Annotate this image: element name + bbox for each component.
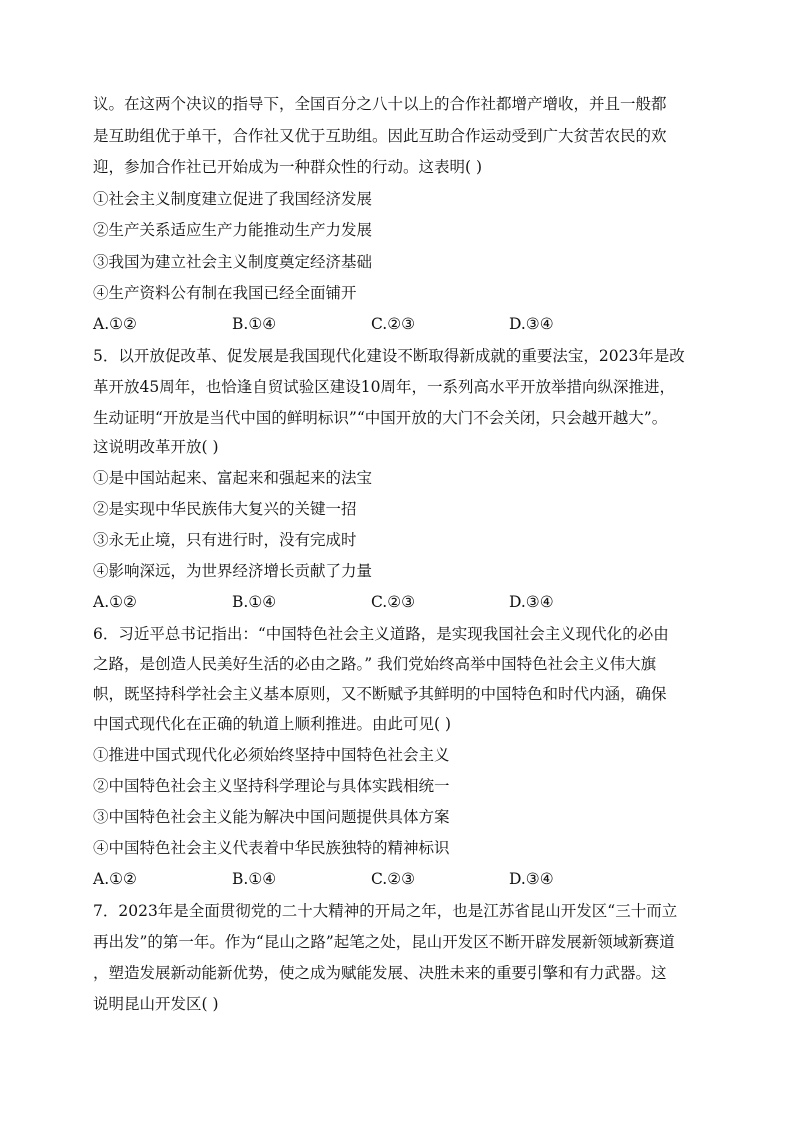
statement-2: ②是实现中华民族伟大复兴的关键一招 [93, 500, 357, 518]
statement-2: ②生产关系适应生产力能推动生产力发展 [93, 221, 373, 239]
statement-1: ①是中国站起来、富起来和强起来的法宝 [93, 469, 373, 487]
question-text-line: 是互助组优于单干，合作社又优于互助组。因此互助合作运动受到广大贫苦农民的欢 [93, 127, 667, 145]
statement-3: ③我国为建立社会主义制度奠定经济基础 [93, 253, 373, 271]
option-d: D.③④ [509, 870, 554, 888]
question-5-text-line: 这说明改革开放( ) [93, 438, 219, 456]
option-a: A.①② [93, 870, 137, 888]
option-a: A.①② [93, 315, 137, 333]
question-text-line: 迎，参加合作社已开始成为一种群众性的行动。这表明( ) [93, 158, 483, 176]
statement-3: ③永无止境，只有进行时，没有完成时 [93, 531, 357, 549]
option-b: B.①④ [232, 593, 277, 611]
statement-4: ④中国特色社会主义代表着中华民族独特的精神标识 [93, 839, 450, 857]
statement-4: ④影响深远，为世界经济增长贡献了力量 [93, 562, 373, 580]
question-7-text-line: 再出发”的第一年。作为“昆山之路”起笔之处，昆山开发区不断开辟发展新领域新赛道 [93, 933, 675, 951]
question-7-text-line: ，塑造发展新动能新优势，使之成为赋能发展、决胜未来的重要引擎和有力武器。这 [93, 964, 667, 982]
statement-3: ③中国特色社会主义能为解决中国问题提供具体方案 [93, 808, 450, 826]
option-b: B.①④ [232, 870, 277, 888]
option-d: D.③④ [509, 315, 554, 333]
question-6-text-line: 6．习近平总书记指出：“中国特色社会主义道路，是实现我国社会主义现代化的必由 [93, 625, 669, 643]
statement-4: ④生产资料公有制在我国已经全面铺开 [93, 284, 357, 302]
question-5-text-line: 5．以开放促改革、促发展是我国现代化建设不断取得新成就的重要法宝，2023年是改 [93, 347, 685, 365]
question-5-text-line: 生动证明“开放是当代中国的鲜明标识”“中国开放的大门不会关闭，只会越开越大”。 [93, 409, 668, 427]
option-a: A.①② [93, 593, 137, 611]
option-b: B.①④ [232, 315, 277, 333]
statement-1: ①社会主义制度建立促进了我国经济发展 [93, 190, 373, 208]
option-c: C.②③ [371, 870, 416, 888]
question-6-text-line: 中国式现代化在正确的轨道上顺利推进。由此可见( ) [93, 715, 452, 733]
question-6-text-line: 帜，既坚持科学社会主义基本原则，又不断赋予其鲜明的中国特色和时代内涵，确保 [93, 685, 667, 703]
question-text-line: 议。在这两个决议的指导下，全国百分之八十以上的合作社都增产增收，并且一般都 [93, 95, 667, 113]
statement-2: ②中国特色社会主义坚持科学理论与具体实践相统一 [93, 777, 450, 795]
option-c: C.②③ [371, 593, 416, 611]
question-6-text-line: 之路，是创造人民美好生活的必由之路。” 我们党始终高举中国特色社会主义伟大旗 [93, 655, 657, 673]
question-7-text-line: 说明昆山开发区( ) [93, 995, 219, 1013]
statement-1: ①推进中国式现代化必须始终坚持中国特色社会主义 [93, 746, 450, 764]
option-d: D.③④ [509, 593, 554, 611]
question-5-text-line: 革开放45周年，也恰逢自贸试验区建设10周年，一系列高水平开放举措向纵深推进， [93, 378, 675, 396]
option-c: C.②③ [371, 315, 416, 333]
question-7-text-line: 7．2023年是全面贯彻党的二十大精神的开局之年，也是江苏省昆山开发区“三十而立 [93, 902, 678, 920]
